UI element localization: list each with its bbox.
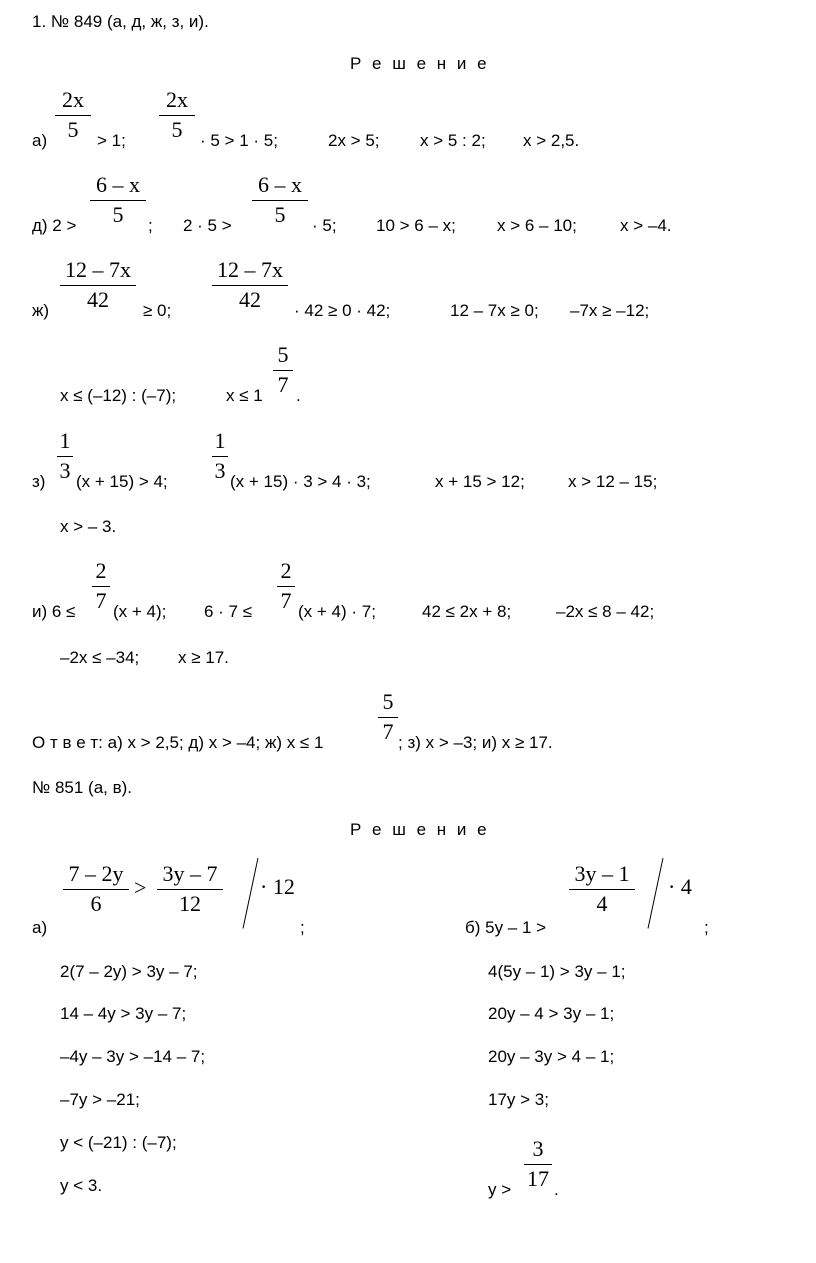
expression: (x + 4);	[113, 602, 167, 621]
step-line: 4(5y – 1) > 3y – 1;	[488, 962, 626, 981]
expression: x > 5 : 2;	[420, 131, 486, 150]
step-line: 14 – 4y > 3y – 7;	[60, 1004, 187, 1023]
expression: x > 2,5.	[523, 131, 580, 150]
part-a-label: а)	[32, 131, 48, 150]
expression: x ≤ 1	[226, 386, 263, 405]
expression: (x + 15) > 4;	[76, 472, 168, 491]
solution-heading: Р е ш е н и е	[350, 54, 490, 73]
part-d-label: д) 2 >	[32, 216, 77, 235]
expression: · 5;	[312, 216, 337, 235]
multiply-slash	[648, 858, 664, 929]
multiplier: · 4	[668, 874, 692, 899]
step-line: –4y – 3y > –14 – 7;	[60, 1047, 206, 1066]
part-z-label: з)	[32, 472, 46, 491]
expression: x > – 3.	[60, 517, 117, 536]
expression: –7x ≥ –12;	[570, 301, 650, 320]
expression: 2x > 5;	[328, 131, 380, 150]
problem-title: № 851 (а, в).	[32, 778, 133, 797]
expression: –2x ≤ –34;	[60, 648, 140, 667]
step-line: 20y – 3y > 4 – 1;	[488, 1047, 615, 1066]
answer-prefix: О т в е т: а) x > 2,5; д) x > –4; ж) x ≤ 1	[32, 733, 324, 752]
multiply-slash	[243, 858, 259, 929]
expression: x ≤ (–12) : (–7);	[60, 386, 177, 405]
expression: x > –4.	[620, 216, 672, 235]
step-line: 2(7 – 2y) > 3y – 7;	[60, 962, 198, 981]
expression: .	[296, 386, 301, 405]
step-line: y < (–21) : (–7);	[60, 1133, 177, 1152]
expression: ≥ 0;	[143, 301, 172, 320]
expression: 6 · 7 ≤	[204, 602, 253, 621]
multiplier: · 12	[260, 874, 295, 899]
expression: x > 6 – 10;	[497, 216, 577, 235]
part-b-label: б) 5y – 1 >	[465, 918, 547, 937]
expression: (x + 15) · 3 > 4 · 3;	[230, 472, 371, 491]
final-expression: y >	[488, 1180, 512, 1199]
part-zh-label: ж)	[32, 301, 50, 320]
expression: x > 12 – 15;	[568, 472, 658, 491]
part-a-label: а)	[32, 918, 48, 937]
part-i-label: и) 6 ≤	[32, 602, 76, 621]
expression: · 5 > 1 · 5;	[200, 131, 278, 150]
answer-suffix: ; з) x > –3; и) x ≥ 17.	[398, 733, 553, 752]
expression: 12 – 7x ≥ 0;	[450, 301, 539, 320]
expression: > 1;	[97, 131, 126, 150]
solution-heading: Р е ш е н и е	[350, 820, 490, 839]
semicolon: ;	[704, 918, 709, 937]
expression: 10 > 6 – x;	[376, 216, 456, 235]
semicolon: ;	[300, 918, 305, 937]
period: .	[554, 1180, 559, 1199]
expression: x ≥ 17.	[178, 648, 229, 667]
step-line: y < 3.	[60, 1176, 103, 1195]
step-line: –7y > –21;	[60, 1090, 140, 1109]
problem-title: 1. № 849 (а, д, ж, з, и).	[32, 12, 209, 31]
greater-sign: >	[134, 875, 147, 900]
step-line: 17y > 3;	[488, 1090, 549, 1109]
expression: ;	[148, 216, 153, 235]
step-line: 20y – 4 > 3y – 1;	[488, 1004, 615, 1023]
expression: 42 ≤ 2x + 8;	[422, 602, 512, 621]
expression: –2x ≤ 8 – 42;	[556, 602, 655, 621]
expression: x + 15 > 12;	[435, 472, 525, 491]
expression: 2 · 5 >	[183, 216, 232, 235]
expression: (x + 4) · 7;	[298, 602, 376, 621]
expression: · 42 ≥ 0 · 42;	[294, 301, 391, 320]
